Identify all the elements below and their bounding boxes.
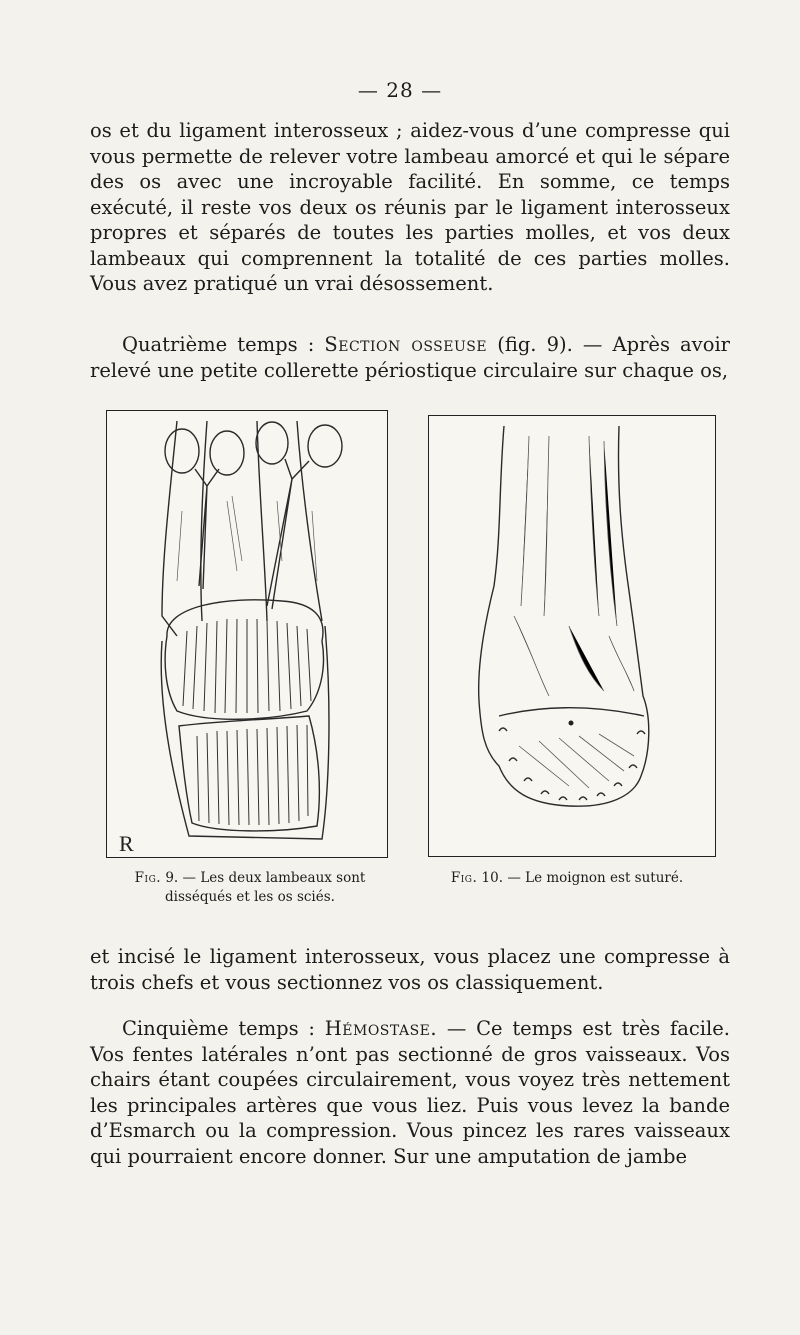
figure-9-number: 9. [165,870,179,886]
paragraph-3: et incisé le ligament interosseux, vous placez une compresse à trois chefs et vous sectionnez vos os classiquement. [90,945,730,994]
figure-10-text: — Le moignon est suturé. [507,870,684,886]
paragraph-4 [90,1016,730,1169]
paragraph-2-end: (fig. 9). — Après avoir relevé une petite collerette périostique circulaire sur chaque os, [90,333,730,382]
figure-9-illustration [106,410,388,858]
figure-9-monogram: R [119,831,134,856]
figure-10-number: 10. [481,870,504,886]
page-number: — 28 — [357,78,443,102]
paragraph-2-start: Quatrième temps : [122,333,325,356]
figure-9-caption [100,869,400,907]
figure-10-caption [432,869,702,888]
figure-9-label: Fig. [134,870,162,886]
section-title-hemostase: Hémostase. [324,1017,438,1040]
figure-9-text: — Les deux lambeaux sont disséqués et les os sciés. [165,870,366,905]
paragraph-4-start: Cinquième temps : [122,1017,325,1040]
paragraph-4-end: — Ce temps est très facile. Vos fentes latérales n’ont pas sectionné de gros vaisseaux. Vos chairs étant coupées circulairement, vous voyez très nettement les principales artères que vous liez. Puis vous levez la bande d’Esmarch ou la compression. Vous pincez les rares vaisseaux qui pourraient encore donner. Sur une amputation de jambe [90,1017,730,1168]
paragraph-1: os et du ligament interosseux ; aidez-vous d’une compresse qui vous permette de relever votre lambeau amorcé et qui le sépare des os avec une incroyable facilité. En somme, ce temps exécuté, il reste vos deux os réunis par le ligament interosseux propres et séparés de toutes les parties molles, et vos deux lambeaux qui comprennent la totalité de ces parties molles. Vous avez pratiqué un vrai désossement. [90,119,730,295]
figure-10-drawing [429,416,715,856]
section-title-section-osseuse: Section osseuse [324,333,488,356]
figure-10-illustration [428,415,716,857]
paragraph-2 [90,332,730,383]
figure-10-label: Fig. [450,870,478,886]
figure-9-drawing [107,411,387,857]
